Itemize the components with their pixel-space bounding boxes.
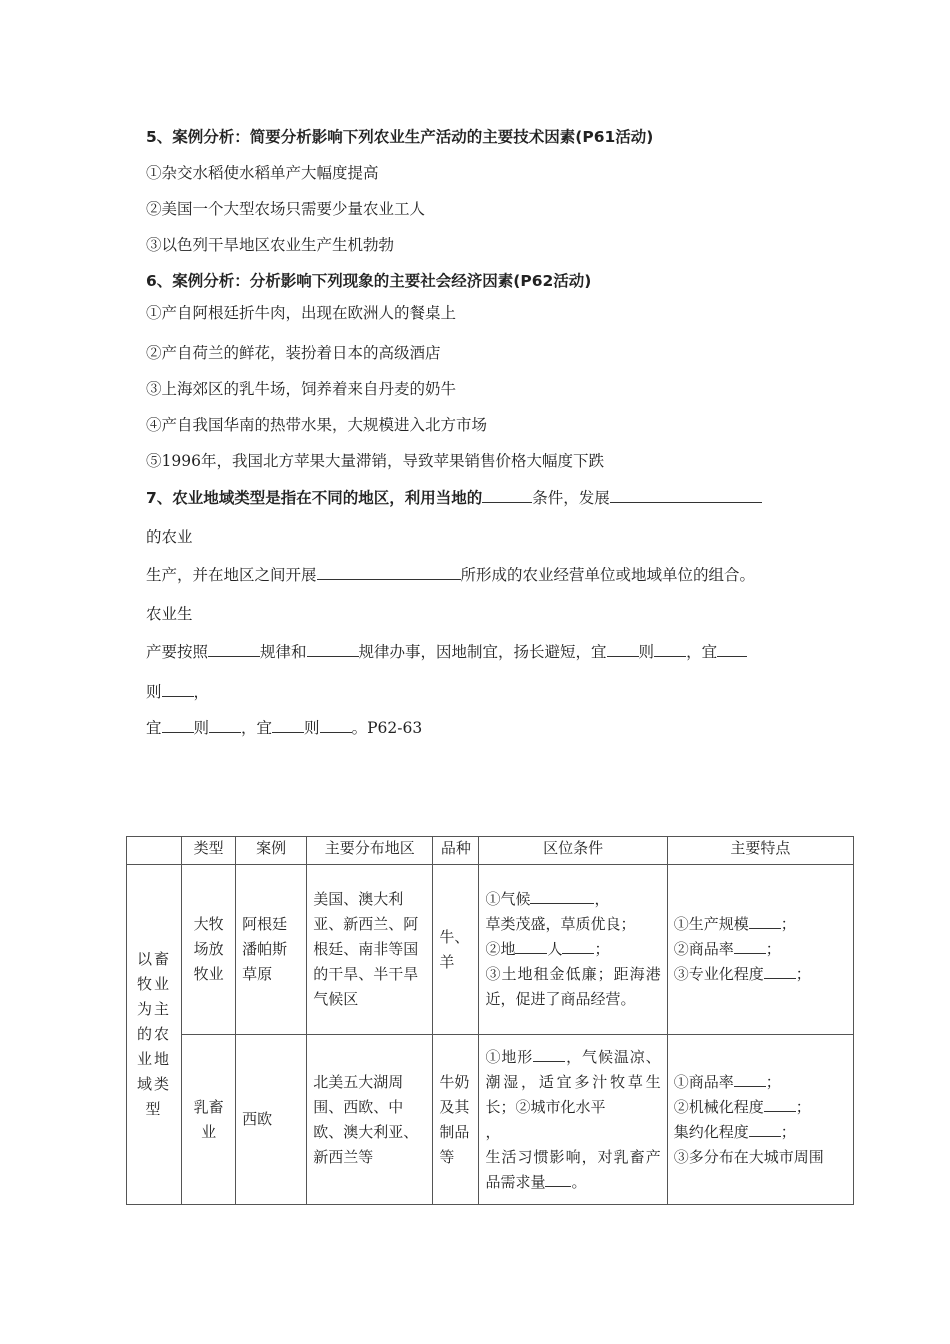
fill-blank[interactable] xyxy=(562,938,594,954)
feature-cell xyxy=(667,1035,853,1205)
q7-text: 规律办事，因地制宜，扬长避短，宜 xyxy=(358,643,607,661)
q7-text: 7、农业地域类型是指在不同的地区，利用当地的 xyxy=(146,489,483,507)
q7-line-6 xyxy=(146,681,209,702)
q7-text: 条件，发展 xyxy=(532,489,610,507)
cell-text: 生活习惯影响，对乳畜产品需求量 xyxy=(485,1147,661,1191)
cell-text: ； xyxy=(765,1072,781,1091)
location-cell xyxy=(479,865,667,1035)
fill-blank[interactable] xyxy=(208,641,260,657)
cell-text: ①生产规模 xyxy=(673,915,749,933)
fill-blank[interactable] xyxy=(749,913,781,929)
feature-cell xyxy=(667,865,853,1035)
cell-text: ③土地租金低廉；距海港近，促进了商品经营。 xyxy=(485,965,661,1008)
q7-text: 则 xyxy=(638,643,655,661)
q7-line-1 xyxy=(146,487,762,508)
cell-text: 集约化程度 xyxy=(673,1122,749,1141)
fill-blank[interactable] xyxy=(607,641,639,657)
q6-item-3: ③上海郊区的乳牛场，饲养着来自丹麦的奶牛 xyxy=(146,380,457,398)
fill-blank[interactable] xyxy=(162,681,194,697)
fill-blank[interactable] xyxy=(764,963,796,979)
cell-text: 人 xyxy=(547,940,563,958)
cell-text: ①气候 xyxy=(485,890,531,908)
q7-text: 宜 xyxy=(146,719,162,737)
fill-blank[interactable] xyxy=(272,717,304,733)
fill-blank[interactable] xyxy=(545,1171,571,1187)
fill-blank[interactable] xyxy=(654,641,686,657)
table-row xyxy=(127,1035,854,1205)
fill-blank[interactable] xyxy=(307,641,359,657)
cell-text: ①地形 xyxy=(485,1047,534,1066)
fill-blank[interactable] xyxy=(610,487,762,503)
cell-text: ； xyxy=(795,1097,811,1116)
q7-text: 则 xyxy=(304,719,320,737)
fill-blank[interactable] xyxy=(749,1121,781,1137)
fill-blank[interactable] xyxy=(764,1096,796,1112)
cell-text: 。 xyxy=(571,1172,587,1191)
q5-item-1: ①杂交水稻使水稻单产大幅度提高 xyxy=(146,164,379,182)
question-5-title: 5、案例分析：简要分析影响下列农业生产活动的主要技术因素(P61活动) xyxy=(146,128,654,146)
cell-text: ③专业化程度 xyxy=(673,965,764,983)
q7-line-7 xyxy=(146,717,422,738)
cell-text: ； xyxy=(780,1122,796,1141)
fill-blank[interactable] xyxy=(162,717,194,733)
fill-blank[interactable] xyxy=(734,1071,766,1087)
cell-text: ③多分布在大城市周围 xyxy=(673,1147,824,1166)
breed-cell: 牛奶及其制品等 xyxy=(433,1035,479,1205)
cell-text: ，气候温凉、潮湿，适宜多汁牧草生长；②城市化水平 xyxy=(485,1047,661,1116)
q7-line-2: 的农业 xyxy=(146,528,193,546)
q7-text: 产要按照 xyxy=(146,643,209,661)
location-cell xyxy=(479,1035,667,1205)
q7-line-3 xyxy=(146,564,755,585)
q7-text: ， xyxy=(193,683,210,701)
q5-item-3: ③以色列干旱地区农业生产生机勃勃 xyxy=(146,236,395,254)
fill-blank[interactable] xyxy=(320,717,352,733)
cell-text: ； xyxy=(795,965,811,983)
q6-item-5: ⑤1996年，我国北方苹果大量滞销，导致苹果销售价格大幅度下跌 xyxy=(146,452,604,470)
type-cell: 大牧场放牧业 xyxy=(182,865,236,1035)
q7-text: ，宜 xyxy=(686,643,718,661)
cell-text: ②机械化程度 xyxy=(673,1097,764,1116)
question-6-title: 6、案例分析：分析影响下列现象的主要社会经济因素(P62活动) xyxy=(146,272,592,290)
q7-line-5 xyxy=(146,641,747,662)
fill-blank[interactable] xyxy=(533,1046,565,1062)
cell-text: ， xyxy=(485,1122,501,1141)
q7-line-4: 农业生 xyxy=(146,605,193,623)
cell-text: ； xyxy=(780,915,796,933)
table-header xyxy=(127,837,182,865)
case-cell: 西欧 xyxy=(236,1035,307,1205)
cell-text: ， xyxy=(594,890,610,908)
table-header: 主要分布地区 xyxy=(307,837,433,865)
table-header: 案例 xyxy=(236,837,307,865)
fill-blank[interactable] xyxy=(482,487,532,503)
fill-blank[interactable] xyxy=(734,938,766,954)
region-cell: 美国、澳大利亚、新西兰、阿根廷、南非等国的干旱、半干旱气候区 xyxy=(307,865,433,1035)
q7-text: 。P62-63 xyxy=(351,719,423,737)
q7-text: 则 xyxy=(193,719,210,737)
region-cell: 北美五大湖周围、西欧、中欧、澳大利亚、新西兰等 xyxy=(307,1035,433,1205)
cell-text: ②地 xyxy=(485,940,516,958)
q6-item-2: ②产自荷兰的鲜花，装扮着日本的高级酒店 xyxy=(146,344,441,362)
fill-blank[interactable] xyxy=(717,641,747,657)
q7-text: 生产，并在地区之间开展 xyxy=(146,566,317,584)
q7-text: ，宜 xyxy=(241,719,273,737)
cell-text: ①商品率 xyxy=(673,1072,734,1091)
table-header-row xyxy=(127,837,854,865)
cell-text: ②商品率 xyxy=(673,940,734,958)
q6-item-4: ④产自我国华南的热带水果，大规模进入北方市场 xyxy=(146,416,488,434)
cell-text: 草类茂盛，草质优良； xyxy=(485,915,636,933)
fill-blank[interactable] xyxy=(530,888,594,904)
cell-text: ； xyxy=(765,940,781,958)
table-header: 主要特点 xyxy=(667,837,853,865)
q7-text: 则 xyxy=(146,683,162,701)
fill-blank[interactable] xyxy=(209,717,241,733)
q7-text: 所形成的农业经营单位或地域单位的组合。 xyxy=(460,566,756,584)
table-header: 区位条件 xyxy=(479,837,667,865)
q6-item-1: ①产自阿根廷折牛肉，出现在欧洲人的餐桌上 xyxy=(146,304,457,322)
q7-text: 规律和 xyxy=(260,643,307,661)
agriculture-region-table xyxy=(126,836,854,1205)
fill-blank[interactable] xyxy=(317,564,461,580)
cell-text: ； xyxy=(594,940,610,958)
table-header: 类型 xyxy=(182,837,236,865)
table-header: 品种 xyxy=(433,837,479,865)
breed-cell: 牛、羊 xyxy=(433,865,479,1035)
case-cell: 阿根廷潘帕斯草原 xyxy=(236,865,307,1035)
q5-item-2: ②美国一个大型农场只需要少量农业工人 xyxy=(146,200,426,218)
category-cell: 以畜牧业为主的农业地域类型 xyxy=(127,865,182,1205)
table-row xyxy=(127,865,854,1035)
type-cell: 乳畜业 xyxy=(182,1035,236,1205)
fill-blank[interactable] xyxy=(515,938,547,954)
